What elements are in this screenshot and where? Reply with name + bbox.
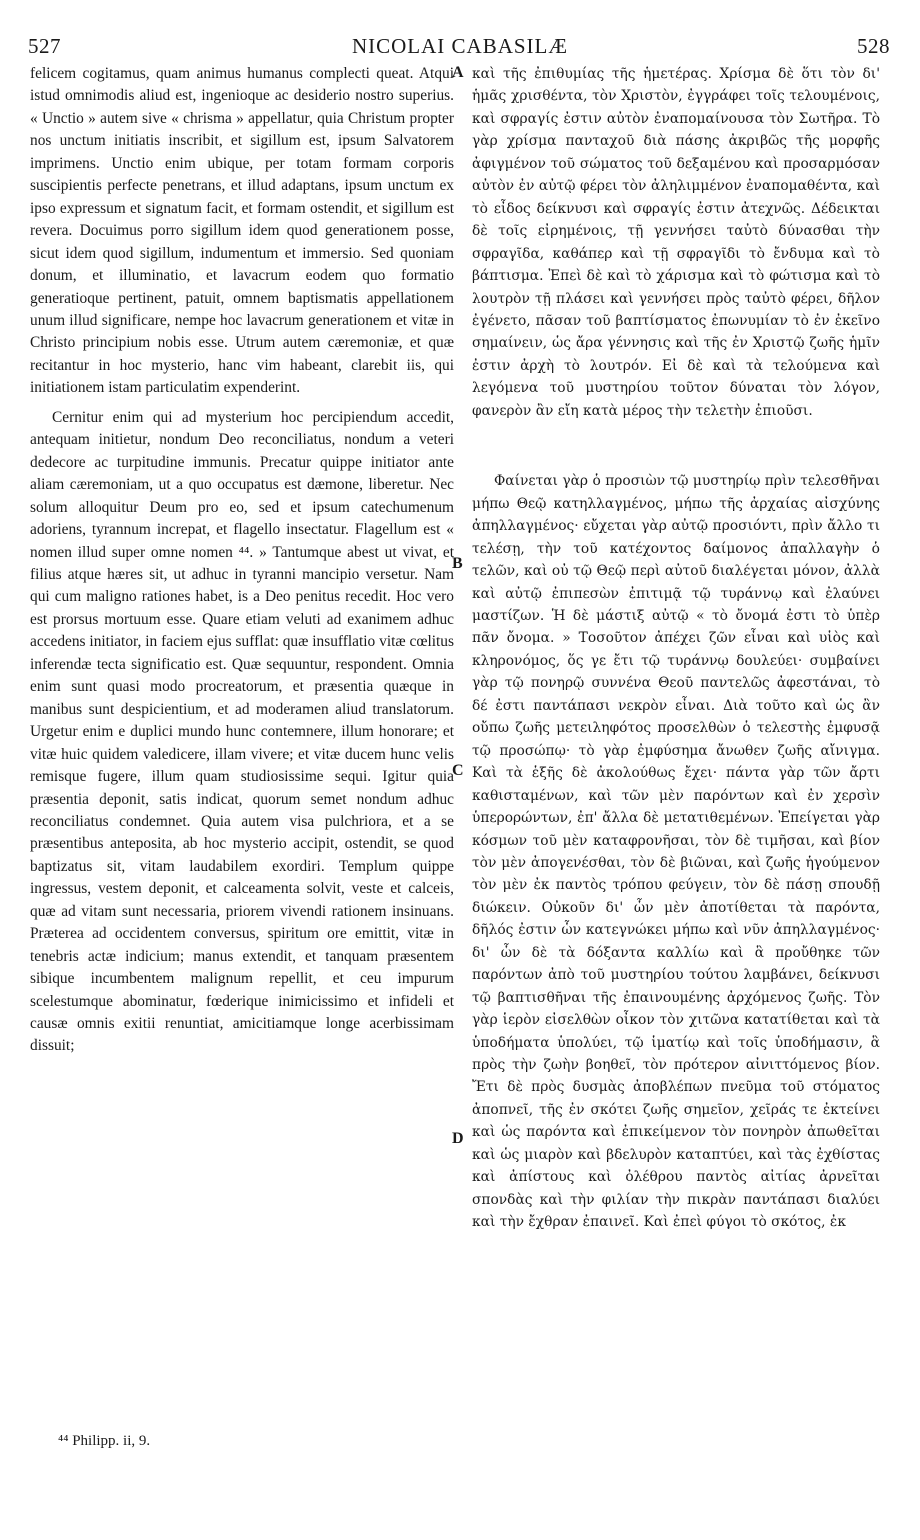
latin-paragraph-1: felicem cogitamus, quam animus humanus complecti queat. Atqui istud omnimodis aliud est, ingenioque ac desiderio nostro superius. « Unctio » autem sive « chrisma » appellatur, quia Christum propter nos unctum initiatis inscribit, et sigillum est, ipsum Salvatorem imprimens. Unctio enim ubique, per totam formam corporis suscipientis perfecte penetrans, et illud adaptans, ipsum unctum ex ipso expressum et signatum facit, et formam ostendit, et sigillum est revera. Docuimus porro sigillum idem quod generationem posse, sicut idem quod sigillum, indumentum et immersio. Sed quoniam donum, et illuminatio, et lavacrum eodem quo formatio generatioque pertinent, patuit, omnem baptismatis appellationem unum illud significare, nempe hoc lavacrum generationem et vitæ in Christo principium nobis esse. Utrum autem cæremoniæ, et quæ recitantur in hoc mysterio, hanc vim habeant, clarebit iis, qui initiationem istam particulatim expenderint. [30, 65, 454, 397]
margin-marker-d: D [452, 1130, 464, 1147]
greek-paragraph-1: καὶ τῆς ἐπιθυμίας τῆς ἡμετέρας. Χρίσμα δὲ ὅτι τὸν δι' ἡμᾶς χρισθέντα, τὸν Χριστὸν, ἐγγράφει τοῖς τελουμένοις, καὶ σφραγίς ἐστιν αὐτὸν ἐναπομαίνουσα τὸν Σωτῆρα. Τὸ γὰρ χρίσμα πανταχοῦ διὰ πάσης ἀκριβῶς τῆς μορφῆς ἀφιγμένον τοῦ σώματος τοῦ δεξαμένου καὶ προσαρμόσαν αὐτὸν ἐν αὐτῷ φέρει τὸν ἀληλιμμένον ἐναπομαθέντα, καὶ τὸ εἶδος δείκνυσι καὶ σφραγίς ἐστιν ἀτεχνῶς. Δέδεικται δὲ τοῖς εἰρημένοις, τῇ γεννήσει ταὐτὸ δύνασθαι τὴν σφραγῖδα, καθάπερ καὶ τῇ σφραγῖδι τὸ ἔνδυμα καὶ τὸ βάπτισμα. Ἐπεὶ δὲ καὶ τὸ χάρισμα καὶ τὸ φώτισμα καὶ τὸ λουτρὸν τῇ πλάσει καὶ γεννήσει πρὸς ταὐτὸ φέρει, δῆλον ἐγένετο, πᾶσαν τοῦ βαπτίσματος ἐπωνυμίαν τὸ ἐν ἐκεῖνο σημαίνειν, ὡς ἄρα γέννησις καὶ τῆς ἐν Χριστῷ ζωῆς ἡμῖν ἐστιν ἀρχὴ τὸ λουτρόν. Εἰ δὲ καὶ τὰ τελούμενα καὶ λεγόμενα τοῦ μυστηρίου τοῦτον δύναται τὸν λόγον, φανερὸν ἂν εἴη κατὰ μέρος τὴν τελετὴν ἐπιοῦσι. [472, 66, 880, 419]
greek-column [472, 63, 880, 1234]
margin-marker-a: A [452, 64, 464, 81]
margin-marker-c: C [452, 762, 464, 779]
running-title: NICOLAI CABASILÆ [351, 34, 569, 58]
greek-paragraph-2: Φαίνεται γὰρ ὁ προσιὼν τῷ μυστηρίῳ πρὶν τελεσθῆναι μήπω Θεῷ κατηλλαγμένος, μήπω τῆς ἀρχαίας αἰσχύνης ἀπηλλαγμένος· εὔχεται γὰρ αὐτῷ προσιόντι, πρὶν ἄλλο τι τελέσῃ, τὴν τοῦ κατέχοντος δαίμονος ἀπαλλαγὴν ὁ τελῶν, καὶ οὐ τῷ Θεῷ περὶ αὐτοῦ διαλέγεται μόνον, ἀλλὰ καὶ αὐτῷ ἐπιπεσὼν ἐπιτιμᾷ τῷ τυράννῳ καὶ ἐλαύνει μαστίζων. Ἡ δὲ μάστιξ αὐτῷ « τὸ ὄνομά ἐστι τὸ ὑπὲρ πᾶν ὄνομα. » Τοσοῦτον ἀπέχει ζῶν εἶναι καὶ υἱὸς καὶ κληρονόμος, ὅς γε ἔτι τῷ τυράννῳ δουλεύει· συμβαίνει γὰρ τῷ πονηρῷ συννένα Θεοῦ παντελῶς ἀφεστάναι, τὸ δέ ἐστι παντάπασι νεκρὸν εἶναι. Διὰ τοῦτο καὶ ὡς ἂν οὔπω ζωῆς μετειληφότος προσελθὼν ὁ τελεστὴς ἐμφυσᾷ τῷ προσώπῳ· τὸ γὰρ ἐμφύσημα ἄνωθεν ζωῆς αἴνιγμα. Καὶ τὰ ἑξῆς δὲ ἀκολούθως ἔχει· πάντα γὰρ τῶν ἄρτι καθισταμένων, καὶ τῶν μὲν παρόντων καὶ ἐν χερσὶν ὑπερορώντων, ἐπ' ἄλλα δὲ μετατιθεμένων. Ἐπείγεται γὰρ κόσμων τοῦ μὲν καταφρονῆσαι, τὸν δὲ τιμῆσαι, καὶ βίον τὸν μὲν ἀπογενέσθαι, τὸν δὲ βιῶναι, καὶ ζωῆς ἡγούμενον τὸν μὲν ἐκ παντὸς τρόπου φεύγειν, τὸν δὲ πάσῃ σπουδῇ διώκειν. Οὐκοῦν δι' ὧν μὲν ἀποτίθεται τὰ παρόντα, δῆλός ἐστιν ὧν κατεγνώκει μήπω καὶ νῦν ἀπηλλαγμένος· δι' ὧν δὲ τὰ δόξαντα καλλίω καὶ ἃ προὔθηκε τῶν παρόντων ἀπὸ τοῦ μυστηρίου τούτου λαμβάνει, δείκνυσι τῷ βαπτισθῆναι τῆς ἐπαινουμένης ἀρχόμενος ζωῆς. Τὸν γὰρ ἱερὸν εἰσελθὼν οἶκον τὸν χιτῶνα κατατίθεται καὶ τὰ ὑποδήματα ὑπολύει, τῷ ἱματίῳ καὶ τοῖς ὑποδήμασιν, ἃ πρὸς τὴν ζωὴν βοηθεῖ, τὸν πρότερον αἰνιττόμενος βίον. Ἔτι δὲ πρὸς δυσμὰς ἀποβλέπων πνεῦμα τοῦ στόματος ἀποπνεῖ, τῆς ἐν σκότει ζωῆς σημεῖον, χεῖράς τε ἐκτείνει καὶ ὡς παρόντα καὶ ἐπικείμενον τὸν πονηρὸν ἀπωθεῖται καὶ ὡς μιαρὸν καὶ βδελυρὸν καταπτύει, καὶ τὰς ἐχθίστας καὶ ἀπίστους καὶ ὀλέθρου παντὸς αἰτίας ἀρνεῖται σπονδὰς καὶ τὴν φιλίαν τὴν πικρὰν παντάπασι διαλύει καὶ τὴν ἔχθραν ἐπαινεῖ. Καὶ ἐπεὶ φύγοι τὸ σκότος, ἐκ [472, 473, 880, 1231]
page-number-left: 527 [28, 34, 61, 58]
page-number-right: 528 [857, 34, 890, 58]
margin-marker-b: B [452, 555, 463, 572]
footnote: ⁴⁴ Philipp. ii, 9. [58, 1433, 151, 1449]
latin-paragraph-2: Cernitur enim qui ad mysterium hoc percipiendum accedit, antequam initietur, nondum Deo reconciliatus, nondum a veteri dedecore ac turpitudine immunis. Precatur quippe initiator ante aliam cæremoniam, ut a quo occupatus est dæmone, liberetur. Nec solum alloquitur Deum pro eo, sed et ipsum catechumenum adoriens, tyrannum increpat, et flagello insectatur. Flagellum est « nomen illud super omne nomen ⁴⁴. » Tantumque abest ut vivat, et filius atque hæres sit, ut adhuc in tyranni mancipio versetur. Nam qui cum maligno rationes habet, is a Deo penitus recedit. Hoc vero est prorsus mortuum esse. Quare etiam veluti ad exanimem adhuc accedens initiator, in faciem ejus sufflat: quæ insufflatio vitæ cœlitus inferendæ tecta significatio est. Quæ sequuntur, respondent. Omnia enim sunt quasi modo procreatorum, et præsentia quæque in manibus sunt despicientium, et ad moderamen aliud translatorum. Urgetur enim e duplici mundo hunc contemnere, illum honorare; et vitæ huic quidem valedicere, illam vivere; et vitæ ducem hunc velis remisque fugere, illum quam studiosissime sequi. Igitur quia præsentia deponit, satis indicat, quorum semet nondum adhuc reconciliatus condemnet. Quia autem visa pulchriora, et a se præsentibus anteposita, ab hoc mysterio accipit, ostendit, se quod baptizatus sit, vitam laudabilem exordiri. Templum quippe ingressus, vestem deponit, et calceamenta solvit, veste et calceis, quæ ad vitam sunt necessaria, priorem vivendi rationem insinuans. Præterea ad occidentem conversus, spiritum ore emittit, vitæ in tenebris actæ indicium; manus extendit, et tanquam præsentem sibique incumbentem malignum repellit, et ceu impurum scelestumque abominatur, fœderique inimicissimo et infideli et causæ omnis exitii renuntiat, amicitiamque longe acerbissimam dissuit; [30, 408, 454, 1055]
latin-column [30, 63, 454, 1058]
